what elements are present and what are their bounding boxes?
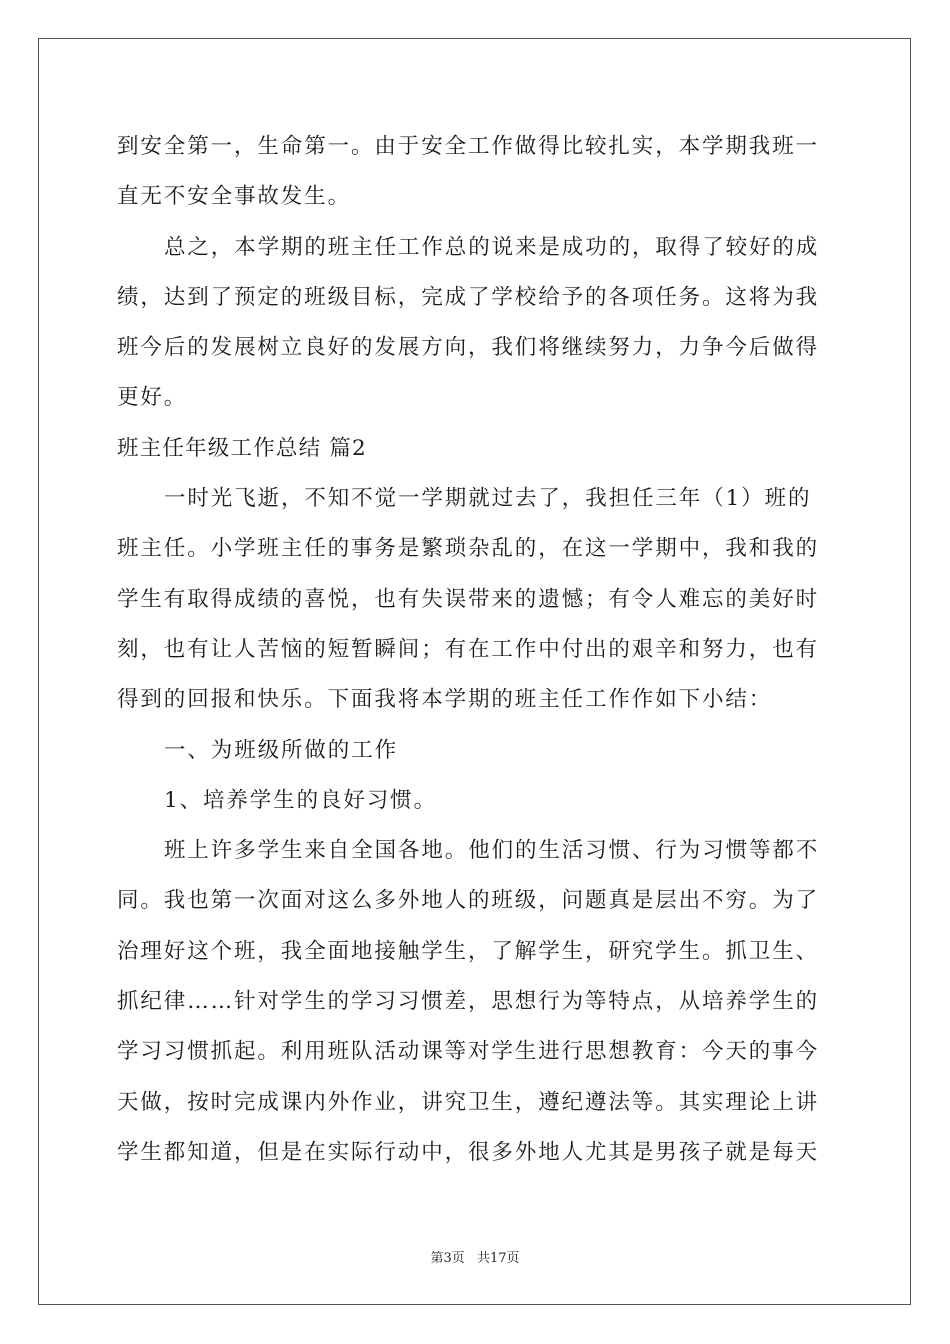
- text-line: 同。我也第一次面对这么多外地人的班级，问题真是层出不穷。为了: [117, 888, 820, 914]
- page-number: 第3页: [430, 1251, 465, 1266]
- text-line: 抓纪律……针对学生的学习习惯差，思想行为等特点，从培养学生的: [117, 989, 820, 1015]
- text-line: 1、培养学生的良好习惯。: [164, 787, 437, 813]
- text-line: 班今后的发展树立良好的发展方向，我们将继续努力，力争今后做得: [117, 335, 820, 361]
- text-line: 班主任。小学班主任的事务是繁琐杂乱的，在这一学期中，我和我的: [117, 536, 820, 562]
- text-line: 绩，达到了预定的班级目标，完成了学校给予的各项任务。这将为我: [117, 284, 820, 310]
- text-line: 刻，也有让人苦恼的短暂瞬间；有在工作中付出的艰辛和努力，也有: [117, 636, 820, 662]
- text-line: 一、为班级所做的工作: [164, 737, 399, 763]
- page-footer: [0, 1247, 950, 1266]
- page-total: 共17页: [476, 1251, 520, 1266]
- section-heading: 班主任年级工作总结 篇2: [117, 435, 367, 461]
- text-line: 学习习惯抓起。利用班队活动课等对学生进行思想教育：今天的事今: [117, 1039, 820, 1065]
- text-line: 得到的回报和快乐。下面我将本学期的班主任工作作如下小结：: [117, 687, 773, 713]
- text-line: 更好。: [117, 385, 188, 411]
- text-line: 天做，按时完成课内外作业，讲究卫生，遵纪遵法等。其实理论上讲: [117, 1089, 820, 1115]
- text-line: 到安全第一，生命第一。由于安全工作做得比较扎实，本学期我班一: [117, 134, 820, 159]
- text-line: 班上许多学生来自全国各地。他们的生活习惯、行为习惯等都不: [164, 838, 820, 864]
- text-line: 一时光飞逝，不知不觉一学期就过去了，我担任三年（1）班的: [164, 486, 812, 512]
- document-body: [117, 122, 837, 1178]
- text-line: 学生都知道，但是在实际行动中，很多外地人尤其是男孩子就是每天: [117, 1139, 820, 1165]
- text-line: 学生有取得成绩的喜悦，也有失误带来的遗憾；有令人难忘的美好时: [117, 586, 820, 612]
- text-line: 直无不安全事故发生。: [117, 184, 352, 210]
- text-line: 治理好这个班，我全面地接触学生，了解学生，研究学生。抓卫生、: [117, 938, 820, 964]
- text-line: 总之，本学期的班主任工作总的说来是成功的，取得了较好的成: [164, 234, 820, 260]
